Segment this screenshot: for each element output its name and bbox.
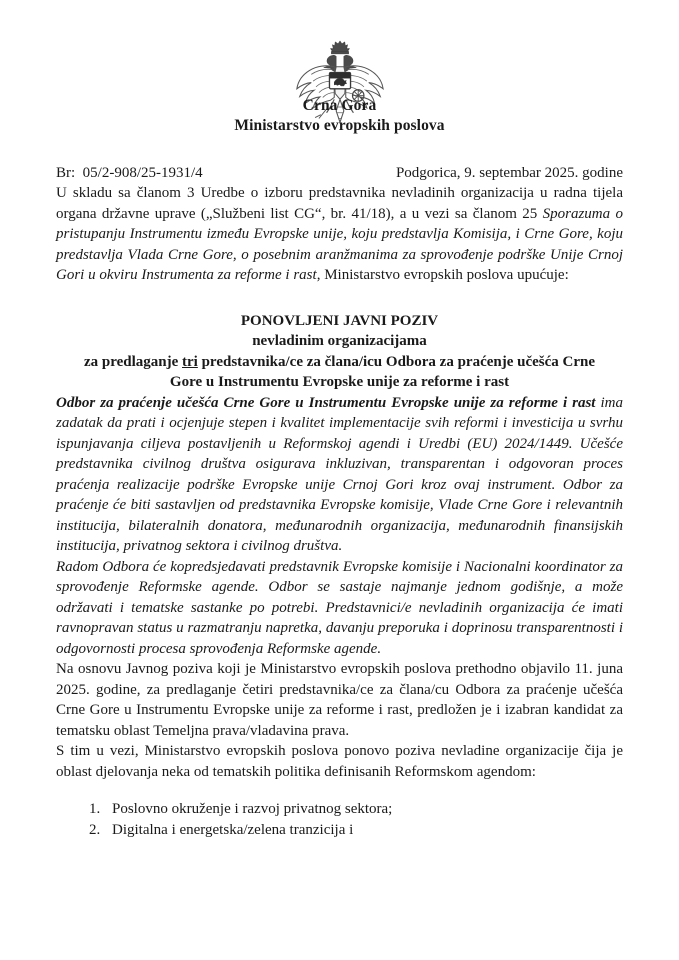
previous-call-paragraph: Na osnovu Javnog poziva koji je Ministarstvo evropskih poslova prethodno objavilo 11. juna 2025. godine, za predlaganje četiri predstavnika/ce za člana/cu Odbora za praćenje učešća Crne Gore u Instrumentu Evropske unije za reforme i rast, predložen je i izabran kandidat za tematsku oblast Temeljna prava/vladavina prava. xyxy=(56,661,623,739)
intro-italic-agreement: Sporazuma o pristupanju Instrumentu između Evropske unije, koju predstavlja Komisija, i Crne Gore, koju predstavlja Vlada Crne Gore, o posebnim aranžmanima za sprovođenje podrške Unije Crnoj Gori u okviru Instrumenta za reforme i rast xyxy=(56,205,623,283)
call-title-line3 xyxy=(56,352,623,373)
call-title-line4: Gore u Instrumentu Evropske unije za reforme i rast xyxy=(169,374,510,390)
emblem-container xyxy=(56,0,623,96)
intro-part2: , Ministarstvo evropskih poslova upućuje: xyxy=(316,267,569,283)
thematic-topics-list xyxy=(56,799,623,841)
country-title: Crna Gora xyxy=(302,97,377,114)
call-title-line3-post: predstavnika/ce za člana/icu Odbora za praćenje učešća Crne xyxy=(197,353,596,370)
ministry-title: Ministarstvo evropskih poslova xyxy=(234,117,445,134)
place-and-date: Podgorica, 9. septembar 2025. godine xyxy=(395,165,623,181)
intro-paragraph xyxy=(56,183,623,286)
reference-date-line xyxy=(56,164,623,183)
list-item: 2. Digitalna i energetska/zelena tranzicija i xyxy=(104,820,623,841)
committee-name-bold: Odbor za praćenje učešća Crne Gore u Instrumentu Evropske unije za reforme i rast xyxy=(56,394,596,411)
call-title-count-underlined: tri xyxy=(182,353,198,370)
call-title-line3-pre: za predlaganje xyxy=(83,353,183,370)
list-item: 1. Poslovno okruženje i razvoj privatnog sektora; xyxy=(104,799,623,820)
invitation-paragraph: S tim u vezi, Ministarstvo evropskih poslova ponovo poziva nevladine organizacije čija je oblast djelovanja neka od tematskih politika definisanih Reformskom agendom: xyxy=(56,743,623,780)
call-title-block xyxy=(56,311,623,393)
call-title-line2: nevladinim organizacijama xyxy=(252,333,427,349)
committee-work-paragraph: Radom Odbora će kopredsjedavati predstavnik Evropske komisije i Nacionalni koordinator za sprovođenje Reformske agende. Odbor se sastaje najmanje jednom godišnje, a može održavati i tematske sastanke po potrebi. Predstavnici/e nevladinih organizacija će imati ravnopravan status u razmatranju napretka, davanju preporuka i doprinosu transparentnosti i odgovornosti procesa sprovođenja Reformske agende. xyxy=(56,558,623,657)
committee-paragraph xyxy=(56,393,623,557)
committee-description: ima zadatak da prati i ocjenjuje stepen i kvalitet implementacije svih reformi i investicija u svrhu ispunjavanja ciljeva postavljenih u Reformskoj agendi i Uredbi (EU) 2024/1449. Učešće predstavnika civilnog društva osigurava inkluzivan, transparentan i odgovoran proces praćenja realizacije podrške Evropske unije Crnoj Gori kroz ovaj instrument. Odbor za praćenje će biti sastavljen od predstavnika Evropske komisije, Vlade Crne Gore i relevantnih institucija, bilateralnih donatora, međunarodnih organizacija, međunarodnih finansijskih institucija, privatnog sektora i civilnog društva. xyxy=(56,394,623,554)
reference-number: Br: 05/2-908/25-1931/4 xyxy=(56,165,203,181)
intro-part1: U skladu sa članom 3 Uredbe o izboru predstavnika nevladinih organizacija u radna tijela organa državne uprave („Službeni list CG“, br. 41/18), a u vezi sa članom 25 xyxy=(56,185,623,222)
call-title-line1: PONOVLJENI JAVNI POZIV xyxy=(240,312,439,329)
